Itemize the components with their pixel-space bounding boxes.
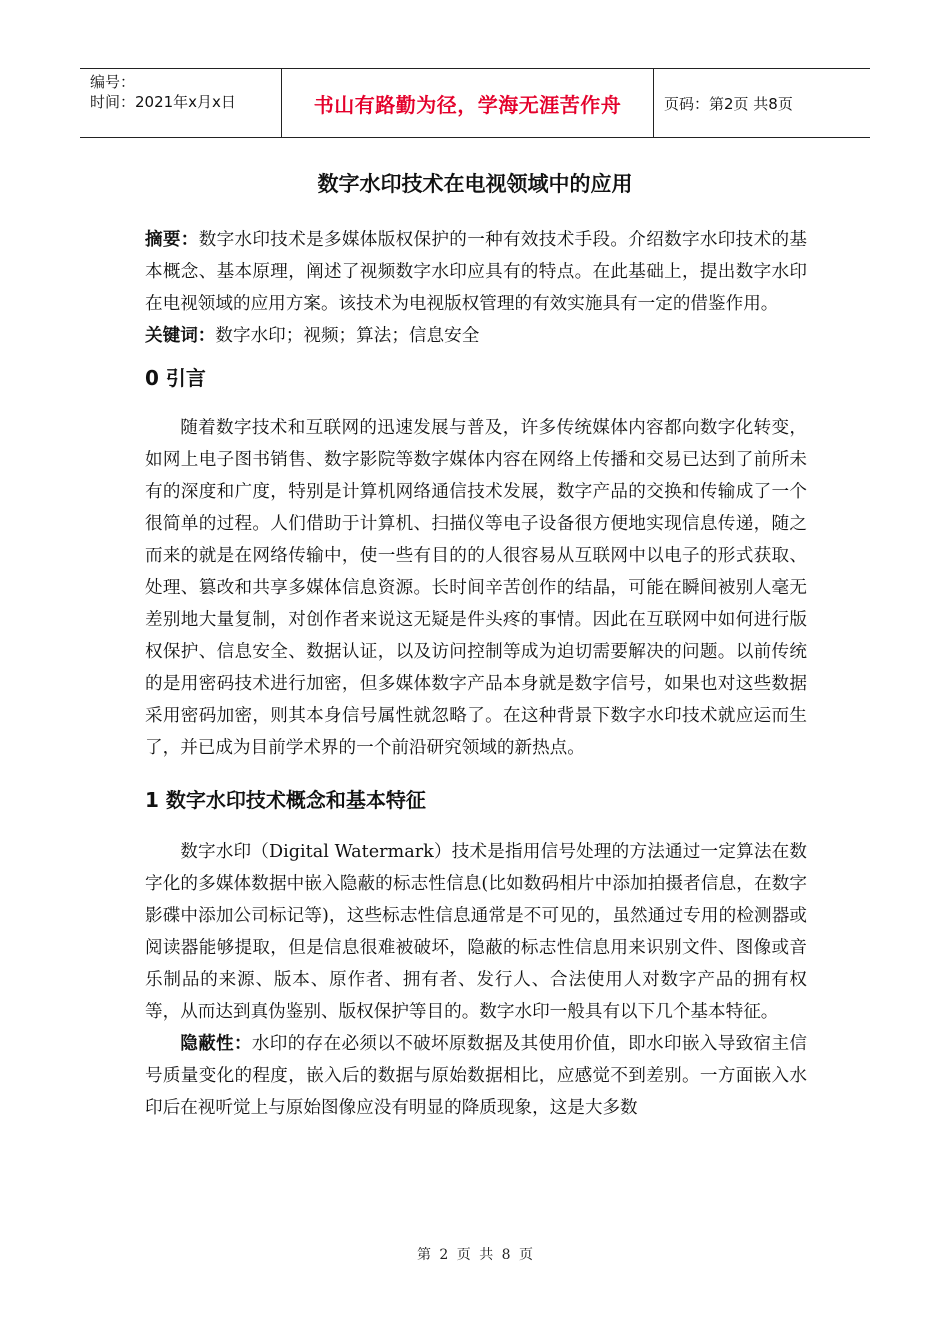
feature-label: 隐蔽性：	[180, 1034, 252, 1054]
abstract-text: 数字水印技术是多媒体版权保护的一种有效技术手段。介绍数字水印技术的基本概念、基本原理，阐述了视频数字水印应具有的特点。在此基础上，提出数字水印在电视领域的应用方案。该技术为电视版权管理的有效实施具有一定的借鉴作用。	[145, 230, 807, 314]
abstract	[145, 224, 807, 320]
header-meta	[80, 69, 282, 137]
section-1-paragraph: 数字水印（Digital Watermark）技术是指用信号处理的方法通过一定算法在数字化的多媒体数据中嵌入隐蔽的标志性信息(比如数码相片中添加拍摄者信息，在数字影碟中添加公司标记等)，这些标志性信息通常是不可见的，虽然通过专用的检测器或阅读器能够提取，但是信息很难被破坏，隐蔽的标志性信息用来识别文件、图像或音乐制品的来源、版本、原作者、拥有者、发行人、合法使用人对数字产品的拥有权等，从而达到真伪鉴别、版权保护等目的。数字水印一般具有以下几个基本特征。	[145, 842, 807, 1022]
keywords-label: 关键词：	[145, 326, 216, 346]
header-page-label: 页码：第2页 共8页	[664, 94, 793, 113]
document-header	[80, 68, 870, 138]
feature-paragraph	[145, 1028, 807, 1124]
section-1-heading: 1 数字水印技术概念和基本特征	[145, 788, 426, 812]
document-body	[145, 224, 807, 1124]
page-footer: 第 2 页 共 8 页	[416, 1247, 534, 1263]
section-0-paragraph: 随着数字技术和互联网的迅速发展与普及，许多传统媒体内容都向数字化转变，如网上电子图书销售、数字影院等数字媒体内容在网络上传播和交易已达到了前所未有的深度和广度，特别是计算机网络通信技术发展，数字产品的交换和传输成了一个很简单的过程。人们借助于计算机、扫描仪等电子设备很方便地实现信息传递，随之而来的就是在网络传输中，使一些有目的的人很容易从互联网中以电子的形式获取、处理、篡改和共享多媒体信息资源。长时间辛苦创作的结晶，可能在瞬间被别人毫无差别地大量复制，对创作者来说这无疑是件头疼的事情。因此在互联网中如何进行版权保护、信息安全、数据认证，以及访问控制等成为迫切需要解决的问题。以前传统的是用密码技术进行加密，但多媒体数字产品本身就是数字信号，如果也对这些数据采用密码加密，则其本身信号属性就忽略了。在这种背景下数字水印技术就应运而生了，并已成为目前学术界的一个前沿研究领域的新热点。	[145, 418, 807, 758]
keywords	[145, 320, 807, 352]
section-0-heading: 0 引言	[145, 366, 206, 390]
feature-text: 水印的存在必须以不破坏原数据及其使用价值，即水印嵌入导致宿主信号质量变化的程度，嵌入后的数据与原始数据相比，应感觉不到差别。一方面嵌入水印后在视听觉上与原始图像应没有明显的降质现象，这是大多数	[145, 1034, 807, 1118]
number-label: 编号：	[90, 73, 136, 91]
keywords-text: 数字水印；视频；算法；信息安全	[215, 326, 480, 346]
time-label: 时间：2021年x月x日	[90, 93, 236, 111]
abstract-label: 摘要：	[145, 230, 199, 250]
header-motto: 书山有路勤为径，学海无涯苦作舟	[282, 69, 654, 137]
document-title: 数字水印技术在电视领域中的应用	[317, 172, 633, 196]
